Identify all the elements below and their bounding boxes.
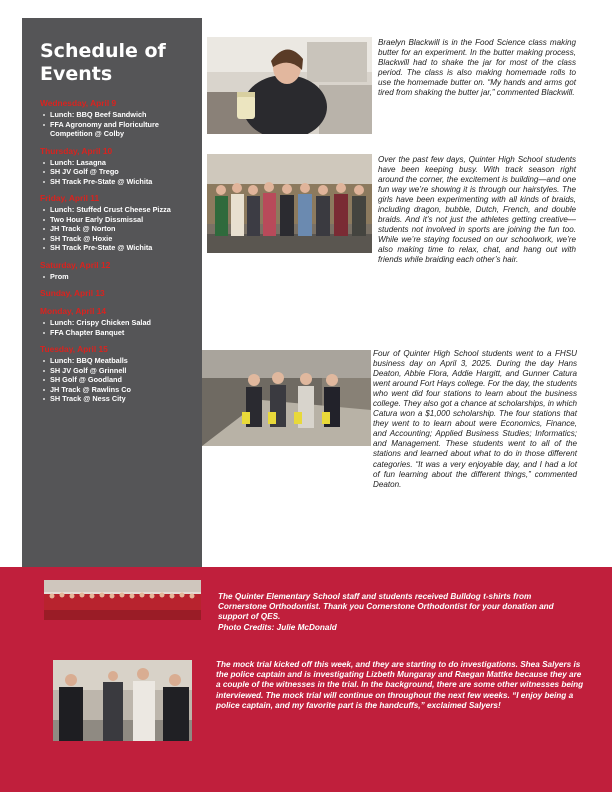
schedule-sidebar [22, 18, 202, 567]
day-heading: Wednesday, April 9 [40, 98, 117, 108]
mocktrial-article: The mock trial kicked off this week, and they are starting to do investigations. Shea Salyers is the police captain and is investigating Lizbeth Mungaray and Raegan Mattke because they are a couple of the witnesses in the trial. In the background, there are some other witnesses being interviewed. The mock trial will continue on throughout the next few weeks. “I enjoy being a police captain, and my favorite part is the handcuffs,” exclaimed Salyers! [216, 660, 584, 710]
braids-photo [207, 154, 372, 253]
event-item: Lunch: BBQ Meatballs [40, 356, 190, 366]
event-item: SH Track Pre-State @ Wichita [40, 177, 190, 187]
schedule-title: Schedule of Events [40, 40, 166, 85]
event-item: SH Track Pre-State @ Wichita [40, 243, 190, 253]
event-list [40, 110, 190, 139]
mocktrial-photo [53, 660, 192, 741]
event-list [40, 356, 190, 404]
event-list [40, 272, 190, 282]
butter-photo [207, 37, 372, 134]
event-item: SH JV Golf @ Trego [40, 167, 190, 177]
event-item: FFA Chapter Banquet [40, 328, 190, 338]
shirts-photo [44, 580, 201, 620]
event-item: JH Track @ Norton [40, 224, 190, 234]
schedule-day [40, 260, 190, 282]
day-heading: Friday, April 11 [40, 193, 100, 203]
event-item: Lunch: BBQ Beef Sandwich [40, 110, 190, 120]
schedule-days [40, 98, 190, 404]
event-item: Lunch: Stuffed Crust Cheese Pizza [40, 205, 190, 215]
event-list [40, 205, 190, 253]
day-heading: Tuesday, April 15 [40, 344, 108, 354]
schedule-day [40, 193, 190, 253]
fhsu-article: Four of Quinter High School students went to a FHSU business day on April 3, 2025. During the day Hans Deaton, Abbie Flora, Addie Hargitt, and Gunner Catura went around Fort Hays college. For the day, the students who went did four stations to learn about the business college. They also got a chance at scholarships, in which Catura won a $1,000 scholarship. The four stations that they went to to learn about were Economics, Finance, and Accounting; Applied Business Studies; Informatics; and Management. These students went to all of the stations and learned about what to do in those different categories. “It was a very enjoyable day, and I had a lot of fun learning about the different things,” commented Deaton. [373, 349, 577, 489]
schedule-day [40, 288, 190, 299]
schedule-day [40, 146, 190, 187]
fhsu-photo [202, 350, 371, 446]
schedule-day [40, 98, 190, 139]
butter-article: Braelyn Blackwill is in the Food Science class making butter for an experiment. In the butter making process, Blackwill had to shake the jar for most of the class period. The class is also making homemade rolls to use the homemade butter on. “My hands and arms got tired from shaking the butter jar,” commented Blackwill. [378, 38, 576, 98]
schedule-day [40, 306, 190, 337]
event-item: Lunch: Crispy Chicken Salad [40, 318, 190, 328]
event-item: JH Track @ Rawlins Co [40, 385, 190, 395]
event-item: SH JV Golf @ Grinnell [40, 366, 190, 376]
day-heading: Sunday, April 13 [40, 288, 105, 298]
event-item: FFA Agronomy and Floriculture Competition @ Colby [40, 120, 190, 139]
day-heading: Saturday, April 12 [40, 259, 111, 270]
shirts-article [218, 592, 580, 633]
event-list [40, 158, 190, 187]
event-item: SH Golf @ Goodland [40, 375, 190, 385]
event-item: SH Track @ Ness City [40, 394, 190, 404]
event-item: Prom [40, 272, 190, 282]
event-item: Two Hour Early Dissmissal [40, 215, 190, 225]
day-heading: Thursday, April 10 [40, 145, 113, 156]
schedule-day [40, 344, 190, 404]
event-item: Lunch: Lasagna [40, 158, 190, 168]
event-list [40, 318, 190, 337]
event-item: SH Track @ Hoxie [40, 234, 190, 244]
day-heading: Monday, April 14 [40, 306, 107, 316]
braids-article: Over the past few days, Quinter High School students have been keeping busy. With track season right around the corner, the excitement is building—and one fun way we’re showing it is through our hairstyles. The girls have been experimenting with all kinds of braids, including dragon, bubble, Dutch, French, and double braids. And it’s not just the athletes getting creative—students not involved in sports are joining the fun too. While we’re staying focused on our schoolwork, we’re also making time to relax, chat, and hang out with friends while braiding each other’s hair. [378, 155, 576, 265]
shirts-text: The Quinter Elementary School staff and students received Bulldog t-shirts from Cornerstone Orthodontist. Thank you Cornerstone Orthodontist for your donation and support of QES. [218, 592, 554, 622]
photo-credit: Photo Credits: Julie McDonald [218, 622, 337, 632]
